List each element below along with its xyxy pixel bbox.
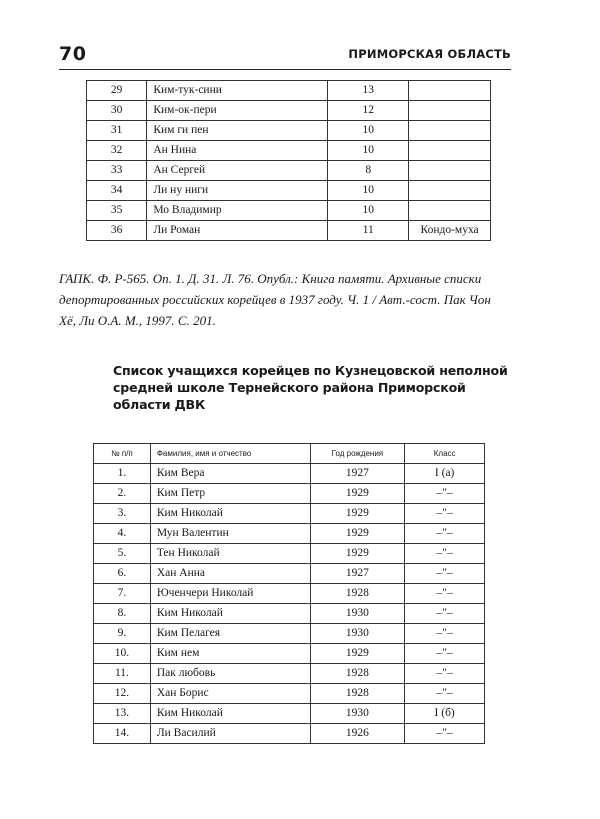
birth-year: 1929 [310, 544, 405, 564]
student-name: Ли ну ниги [147, 181, 328, 201]
student-name: Пак любовь [150, 664, 310, 684]
row-note [409, 161, 491, 181]
table-row [87, 141, 491, 161]
school-class: –"– [405, 724, 485, 744]
row-note [409, 181, 491, 201]
student-name: Тен Николай [150, 544, 310, 564]
row-number: 3. [94, 504, 151, 524]
student-name: Ли Василий [150, 724, 310, 744]
section-title: Список учащихся корейцев по Кузнецовской неполной средней школе Тернейского района Приморской области ДВК [113, 363, 508, 412]
row-number: 4. [94, 524, 151, 544]
col-header-number: № п/п [94, 444, 151, 464]
row-number: 1. [94, 464, 151, 484]
table-row [87, 81, 491, 101]
row-note [409, 121, 491, 141]
table-row [94, 464, 485, 484]
row-value: 13 [328, 81, 409, 101]
row-number: 8. [94, 604, 151, 624]
row-note: Кондо-муха [409, 221, 491, 241]
birth-year: 1928 [310, 664, 405, 684]
row-number: 6. [94, 564, 151, 584]
table-row [94, 624, 485, 644]
row-value: 10 [328, 121, 409, 141]
row-number: 14. [94, 724, 151, 744]
birth-year: 1929 [310, 644, 405, 664]
birth-year: 1928 [310, 684, 405, 704]
student-name: Хан Борис [150, 684, 310, 704]
table-row [94, 644, 485, 664]
col-header-birth-year: Год рождения [310, 444, 405, 464]
birth-year: 1929 [310, 504, 405, 524]
table-row [94, 724, 485, 744]
row-number: 11. [94, 664, 151, 684]
row-note [409, 101, 491, 121]
table-row [87, 161, 491, 181]
row-number: 30 [87, 101, 147, 121]
school-class: –"– [405, 484, 485, 504]
school-class: I (а) [405, 464, 485, 484]
row-number: 32 [87, 141, 147, 161]
student-name: Ким Пелагея [150, 624, 310, 644]
table-row [94, 484, 485, 504]
student-name: Мо Владимир [147, 201, 328, 221]
birth-year: 1928 [310, 584, 405, 604]
student-name: Хан Анна [150, 564, 310, 584]
student-name: Ким Николай [150, 504, 310, 524]
row-value: 10 [328, 201, 409, 221]
student-name: Ким ги пен [147, 121, 328, 141]
birth-year: 1930 [310, 604, 405, 624]
row-number: 31 [87, 121, 147, 141]
school-class: –"– [405, 684, 485, 704]
birth-year: 1927 [310, 564, 405, 584]
row-value: 11 [328, 221, 409, 241]
student-name: Ким-тук-сини [147, 81, 328, 101]
birth-year: 1929 [310, 484, 405, 504]
school-class: –"– [405, 504, 485, 524]
student-name: Мун Валентин [150, 524, 310, 544]
table-row [94, 704, 485, 724]
row-value: 10 [328, 141, 409, 161]
row-note [409, 201, 491, 221]
table-header-row [94, 444, 485, 464]
table-row [87, 101, 491, 121]
student-name: Ан Нина [147, 141, 328, 161]
birth-year: 1926 [310, 724, 405, 744]
birth-year: 1930 [310, 624, 405, 644]
row-number: 7. [94, 584, 151, 604]
table-row [94, 524, 485, 544]
table-row [94, 544, 485, 564]
table-row [94, 584, 485, 604]
col-header-class: Класс [405, 444, 485, 464]
birth-year: 1930 [310, 704, 405, 724]
running-title: ПРИМОРСКАЯ ОБЛАСТЬ [348, 47, 511, 61]
student-name: Ким Николай [150, 704, 310, 724]
students-table-continued [86, 80, 491, 241]
school-students-table [93, 443, 485, 744]
row-number: 5. [94, 544, 151, 564]
row-number: 33 [87, 161, 147, 181]
school-class: –"– [405, 524, 485, 544]
row-number: 35 [87, 201, 147, 221]
school-class: –"– [405, 544, 485, 564]
header-rule [59, 69, 511, 70]
row-number: 9. [94, 624, 151, 644]
archive-citation: ГАПК. Ф. Р-565. Оп. 1. Д. 31. Л. 76. Опубл.: Книга памяти. Архивные списки депортированных российских корейцев в 1937 году. Ч. 1 / Авт.-сост. Пак Чон Хё, Ли О.А. М., 1997. С. 201. [59, 271, 491, 328]
student-name: Ли Роман [147, 221, 328, 241]
student-name: Ким Вера [150, 464, 310, 484]
row-number: 10. [94, 644, 151, 664]
student-name: Ким нем [150, 644, 310, 664]
school-class: –"– [405, 624, 485, 644]
student-name: Ким Петр [150, 484, 310, 504]
row-value: 10 [328, 181, 409, 201]
school-class: I (б) [405, 704, 485, 724]
school-class: –"– [405, 664, 485, 684]
table-row [87, 121, 491, 141]
birth-year: 1927 [310, 464, 405, 484]
row-value: 8 [328, 161, 409, 181]
student-name: Ким-ок-пери [147, 101, 328, 121]
row-number: 13. [94, 704, 151, 724]
row-number: 34 [87, 181, 147, 201]
table-row [87, 221, 491, 241]
row-value: 12 [328, 101, 409, 121]
row-number: 2. [94, 484, 151, 504]
col-header-name: Фамилия, имя и отчество [150, 444, 310, 464]
row-number: 12. [94, 684, 151, 704]
row-number: 36 [87, 221, 147, 241]
table-row [94, 604, 485, 624]
school-class: –"– [405, 584, 485, 604]
student-name: Ким Николай [150, 604, 310, 624]
school-class: –"– [405, 564, 485, 584]
page-number: 70 [59, 43, 87, 65]
student-name: Ан Сергей [147, 161, 328, 181]
row-number: 29 [87, 81, 147, 101]
birth-year: 1929 [310, 524, 405, 544]
table-row [94, 564, 485, 584]
table-row [87, 201, 491, 221]
table-row [94, 504, 485, 524]
row-note [409, 141, 491, 161]
table-row [94, 684, 485, 704]
row-note [409, 81, 491, 101]
table-row [94, 664, 485, 684]
school-class: –"– [405, 644, 485, 664]
table-row [87, 181, 491, 201]
school-class: –"– [405, 604, 485, 624]
student-name: Юченчери Николай [150, 584, 310, 604]
